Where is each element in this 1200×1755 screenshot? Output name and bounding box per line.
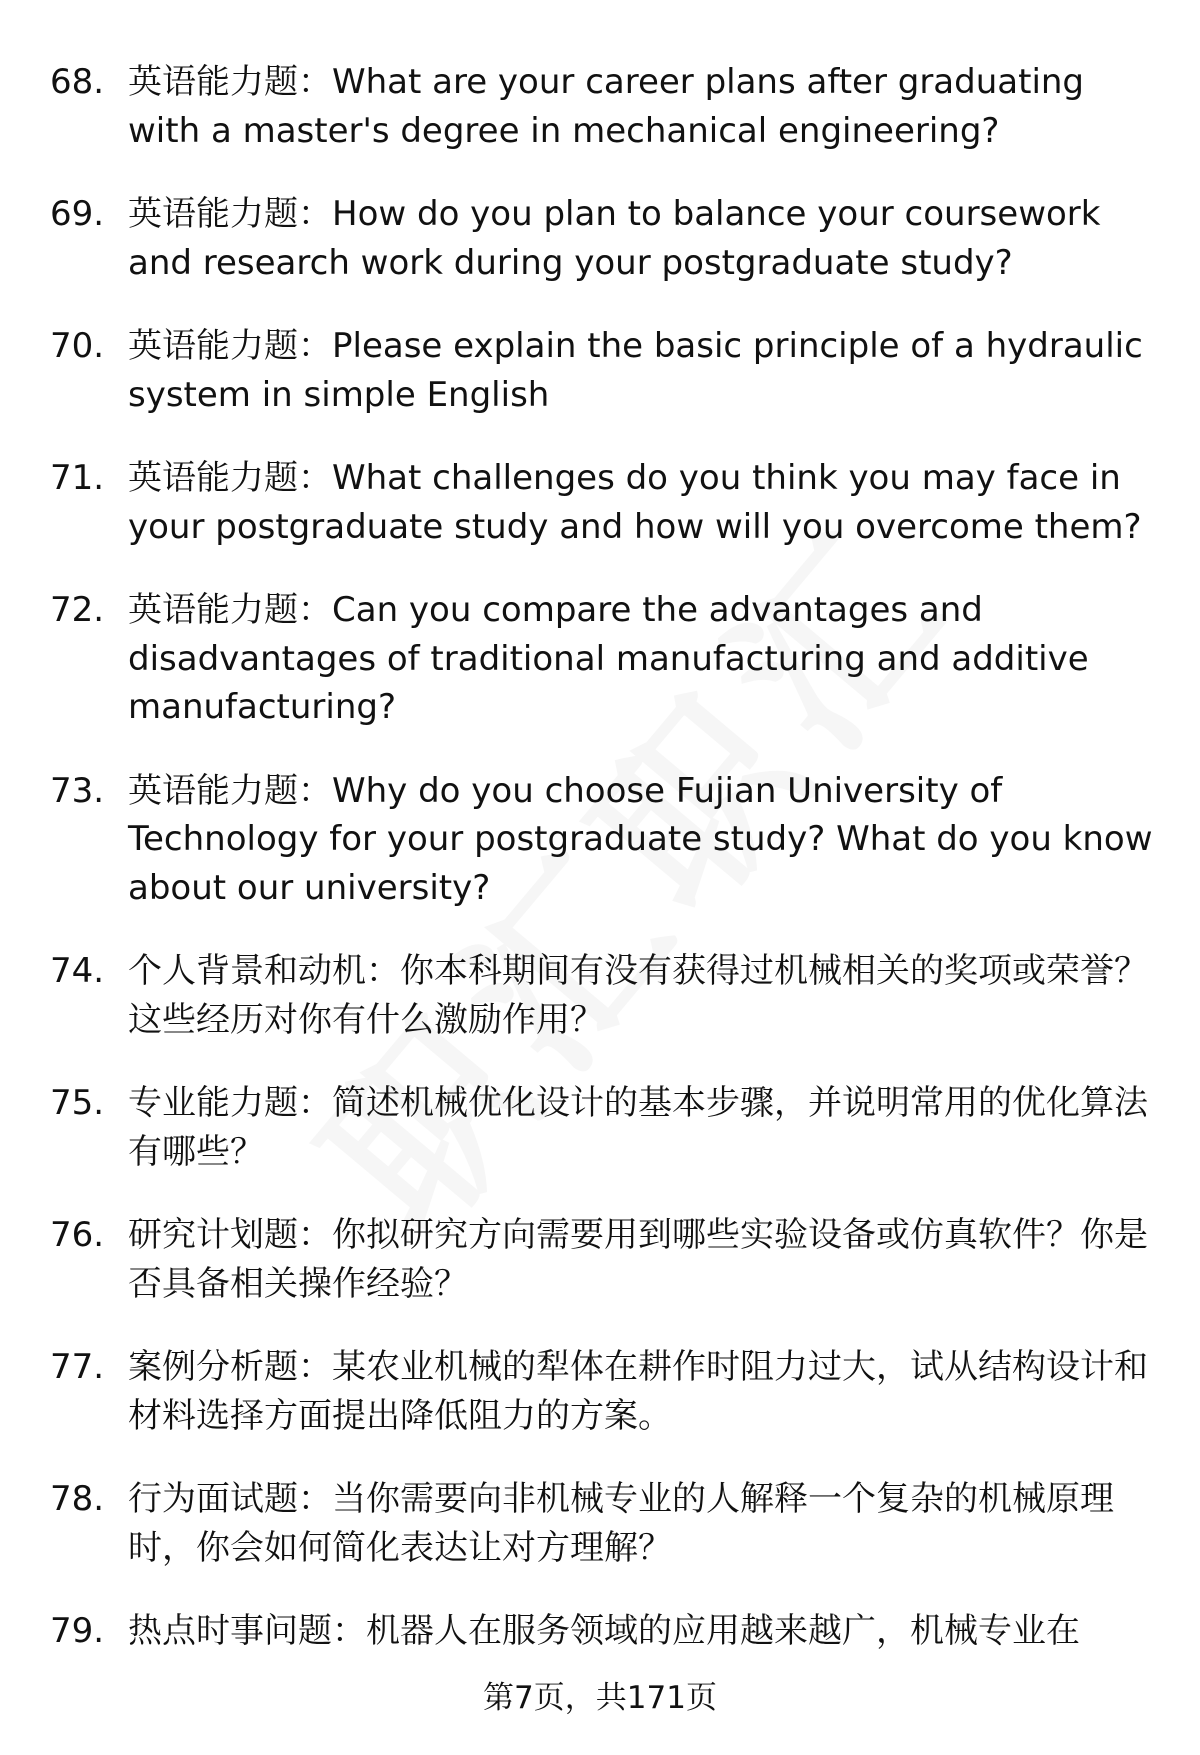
question-text: 英语能力题：Why do you choose Fujian University of Technology for your postgraduate study? What do you know about our university? bbox=[128, 770, 1153, 908]
question-number: 79. bbox=[50, 1611, 105, 1651]
question-item bbox=[50, 586, 1160, 732]
question-number: 77. bbox=[50, 1347, 105, 1387]
question-number: 74. bbox=[50, 951, 105, 991]
question-item bbox=[50, 1475, 1160, 1572]
question-text: 热点时事问题：机器人在服务领域的应用越来越广，机械专业在 bbox=[128, 1611, 1080, 1651]
question-number: 70. bbox=[50, 326, 105, 366]
question-text: 专业能力题：简述机械优化设计的基本步骤，并说明常用的优化算法有哪些？ bbox=[128, 1083, 1148, 1172]
question-item bbox=[50, 1079, 1160, 1176]
question-number: 75. bbox=[50, 1083, 105, 1123]
question-text: 个人背景和动机：你本科期间有没有获得过机械相关的奖项或荣誉？这些经历对你有什么激励作用？ bbox=[128, 951, 1148, 1040]
question-item bbox=[50, 322, 1160, 419]
question-text: 英语能力题：How do you plan to balance your coursework and research work during your postgraduate study? bbox=[128, 194, 1101, 283]
question-text: 英语能力题：Please explain the basic principle of a hydraulic system in simple English bbox=[128, 326, 1143, 415]
question-number: 73. bbox=[50, 770, 105, 811]
question-item bbox=[50, 1343, 1160, 1440]
question-number: 72. bbox=[50, 590, 105, 630]
question-text: 英语能力题：What challenges do you think you may face in your postgraduate study and how will you overcome them? bbox=[128, 458, 1142, 547]
question-number: 76. bbox=[50, 1215, 105, 1255]
question-item bbox=[50, 190, 1160, 287]
question-item bbox=[50, 454, 1160, 551]
question-number: 78. bbox=[50, 1479, 105, 1519]
question-text: 英语能力题：What are your career plans after graduating with a master's degree in mechanical engineering? bbox=[128, 62, 1085, 151]
question-item bbox=[50, 1607, 1160, 1656]
page-number-footer: 第7页，共171页 bbox=[483, 1680, 717, 1716]
question-item bbox=[50, 767, 1160, 913]
question-list bbox=[50, 58, 1160, 1691]
question-item bbox=[50, 1211, 1160, 1308]
question-text: 行为面试题：当你需要向非机械专业的人解释一个复杂的机械原理时，你会如何简化表达让对方理解？ bbox=[128, 1479, 1114, 1568]
question-number: 71. bbox=[50, 458, 105, 498]
question-number: 69. bbox=[50, 194, 105, 234]
question-text: 英语能力题：Can you compare the advantages and disadvantages of traditional manufacturing and additive manufacturing? bbox=[128, 590, 1089, 727]
question-item bbox=[50, 947, 1160, 1044]
question-text: 案例分析题：某农业机械的犁体在耕作时阻力过大，试从结构设计和材料选择方面提出降低阻力的方案。 bbox=[128, 1347, 1148, 1436]
question-item bbox=[50, 58, 1160, 155]
question-text: 研究计划题：你拟研究方向需要用到哪些实验设备或仿真软件？你是否具备相关操作经验？ bbox=[128, 1215, 1148, 1304]
question-number: 68. bbox=[50, 62, 105, 102]
